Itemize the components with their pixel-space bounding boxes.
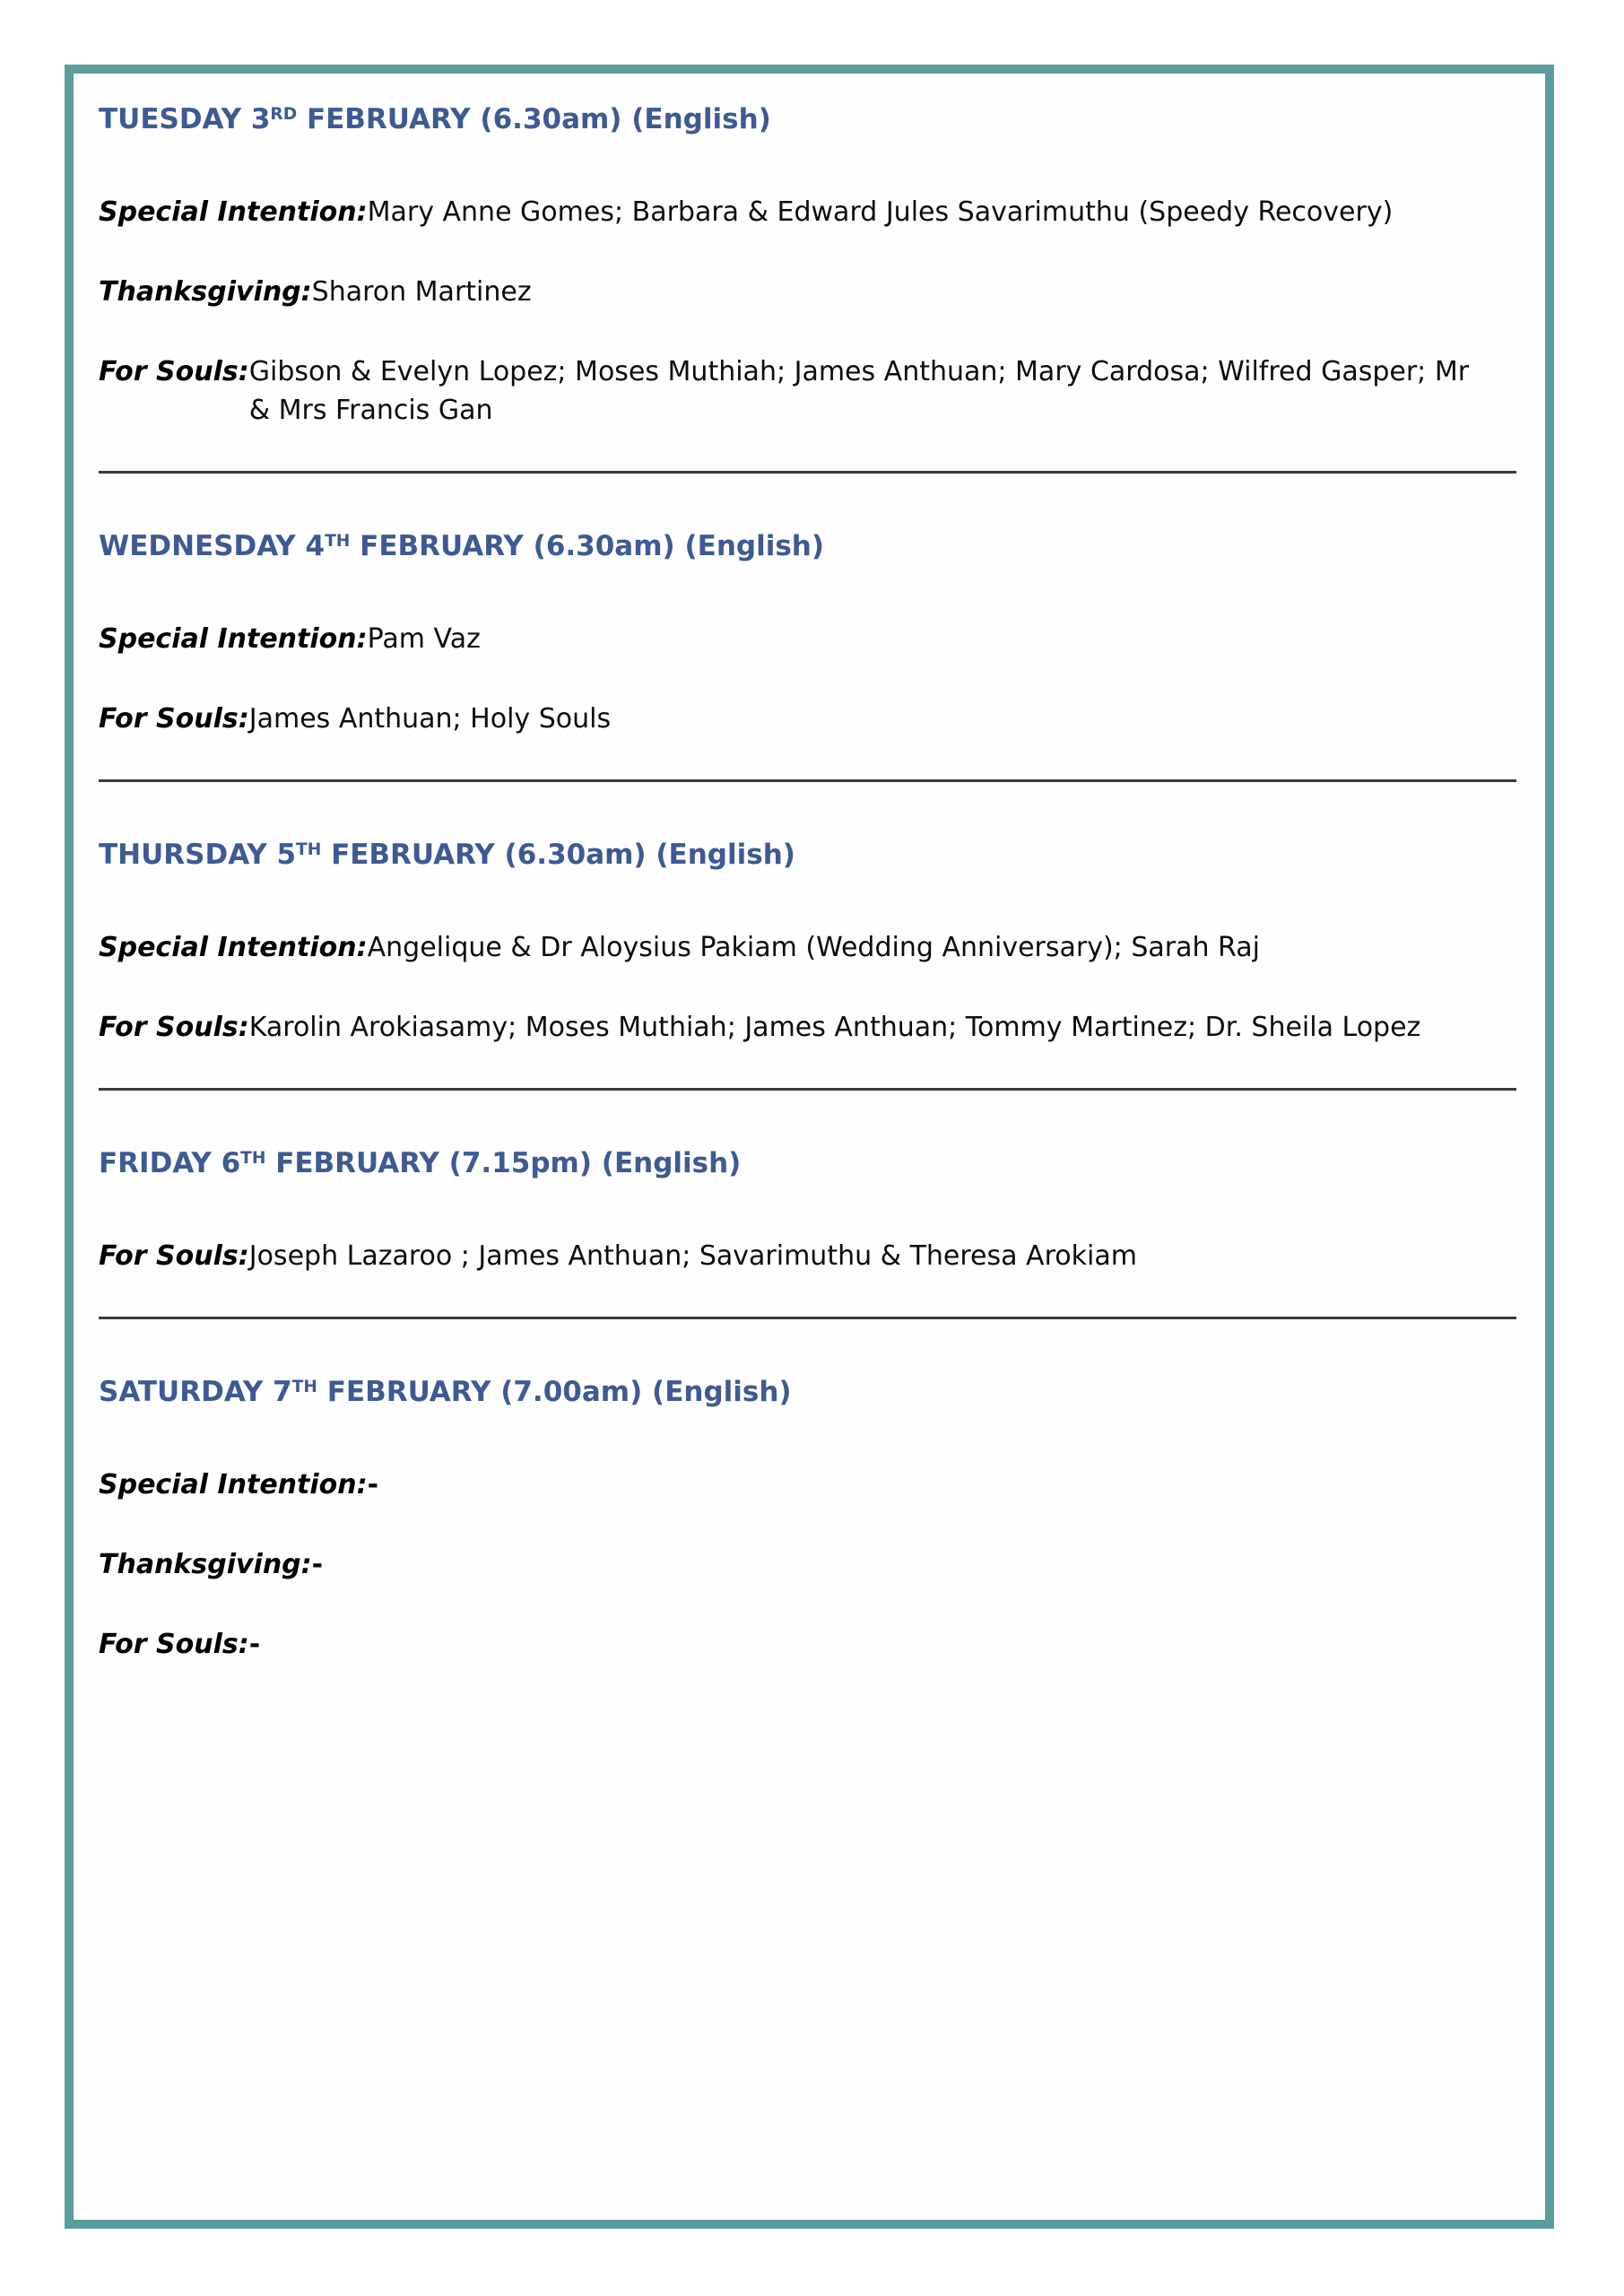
section-title bbox=[99, 1144, 1531, 1187]
section-title-day: FRIDAY 6 bbox=[99, 1147, 241, 1179]
ordinal-superscript: TH bbox=[291, 1377, 317, 1396]
section-divider bbox=[99, 779, 1516, 782]
section-title bbox=[99, 527, 1531, 570]
ordinal-superscript: TH bbox=[325, 531, 351, 551]
section-friday bbox=[99, 1144, 1531, 1275]
section-title-day: WEDNESDAY 4 bbox=[99, 530, 326, 562]
special-intention-row bbox=[99, 928, 1531, 967]
section-wednesday bbox=[99, 527, 1531, 738]
document-page bbox=[65, 65, 1554, 2229]
section-title-rest: FEBRUARY (7.00am) (English) bbox=[317, 1376, 792, 1408]
section-title-rest: FEBRUARY (6.30am) (English) bbox=[297, 103, 771, 135]
special-intention-row bbox=[99, 620, 1531, 658]
special-intention-label: Special Intention: bbox=[99, 196, 368, 228]
special-intention-value: Pam Vaz bbox=[367, 623, 481, 655]
ordinal-superscript: TH bbox=[296, 839, 322, 859]
special-intention-row bbox=[99, 1465, 1531, 1504]
special-intention-value: - bbox=[367, 1469, 379, 1500]
section-tuesday bbox=[99, 100, 1531, 430]
special-intention-label: Special Intention: bbox=[99, 1469, 368, 1500]
section-thursday bbox=[99, 836, 1531, 1047]
special-intention-row bbox=[99, 193, 1531, 231]
for-souls-row bbox=[99, 700, 1531, 738]
special-intention-value: Angelique & Dr Aloysius Pakiam (Wedding Anniversary); Sarah Raj bbox=[367, 932, 1260, 963]
for-souls-label: For Souls: bbox=[99, 1240, 249, 1272]
thanksgiving-row bbox=[99, 1545, 1531, 1584]
section-title-day: THURSDAY 5 bbox=[99, 839, 297, 871]
for-souls-value: Joseph Lazaroo ; James Anthuan; Savarimuthu & Theresa Arokiam bbox=[248, 1240, 1137, 1272]
thanksgiving-label: Thanksgiving: bbox=[99, 276, 312, 308]
for-souls-value: - bbox=[248, 1629, 261, 1660]
for-souls-row bbox=[99, 352, 1531, 430]
thanksgiving-value: Sharon Martinez bbox=[311, 276, 532, 308]
thanksgiving-row bbox=[99, 273, 1531, 311]
section-title-rest: FEBRUARY (6.30am) (English) bbox=[350, 530, 825, 562]
for-souls-row bbox=[99, 1625, 1531, 1664]
for-souls-row bbox=[99, 1237, 1531, 1275]
thanksgiving-value: - bbox=[311, 1549, 324, 1580]
ordinal-superscript: RD bbox=[270, 104, 298, 124]
section-title bbox=[99, 1373, 1531, 1415]
for-souls-label: For Souls: bbox=[99, 356, 249, 387]
for-souls-value: Karolin Arokiasamy; Moses Muthiah; James Anthuan; Tommy Martinez; Dr. Sheila Lopez bbox=[248, 1012, 1421, 1043]
for-souls-row bbox=[99, 1008, 1531, 1047]
section-title-rest: FEBRUARY (7.15pm) (English) bbox=[265, 1147, 742, 1179]
for-souls-label: For Souls: bbox=[99, 1629, 249, 1660]
for-souls-value: Gibson & Evelyn Lopez; Moses Muthiah; James Anthuan; Mary Cardosa; Wilfred Gasper; Mr & Mrs Francis Gan bbox=[248, 356, 1470, 426]
section-title-rest: FEBRUARY (6.30am) (English) bbox=[321, 839, 795, 871]
special-intention-label: Special Intention: bbox=[99, 932, 368, 963]
section-title bbox=[99, 100, 1531, 143]
section-title-day: SATURDAY 7 bbox=[99, 1376, 292, 1408]
special-intention-value: Mary Anne Gomes; Barbara & Edward Jules Savarimuthu (Speedy Recovery) bbox=[367, 196, 1394, 228]
section-title-day: TUESDAY 3 bbox=[99, 103, 271, 135]
special-intention-label: Special Intention: bbox=[99, 623, 368, 655]
section-title bbox=[99, 836, 1531, 878]
for-souls-label: For Souls: bbox=[99, 1012, 249, 1043]
section-divider bbox=[99, 471, 1516, 474]
ordinal-superscript: TH bbox=[240, 1148, 266, 1168]
thanksgiving-label: Thanksgiving: bbox=[99, 1549, 312, 1580]
section-divider bbox=[99, 1088, 1516, 1091]
section-saturday bbox=[99, 1373, 1531, 1664]
for-souls-label: For Souls: bbox=[99, 703, 249, 735]
section-divider bbox=[99, 1317, 1516, 1319]
for-souls-value: James Anthuan; Holy Souls bbox=[248, 703, 612, 735]
